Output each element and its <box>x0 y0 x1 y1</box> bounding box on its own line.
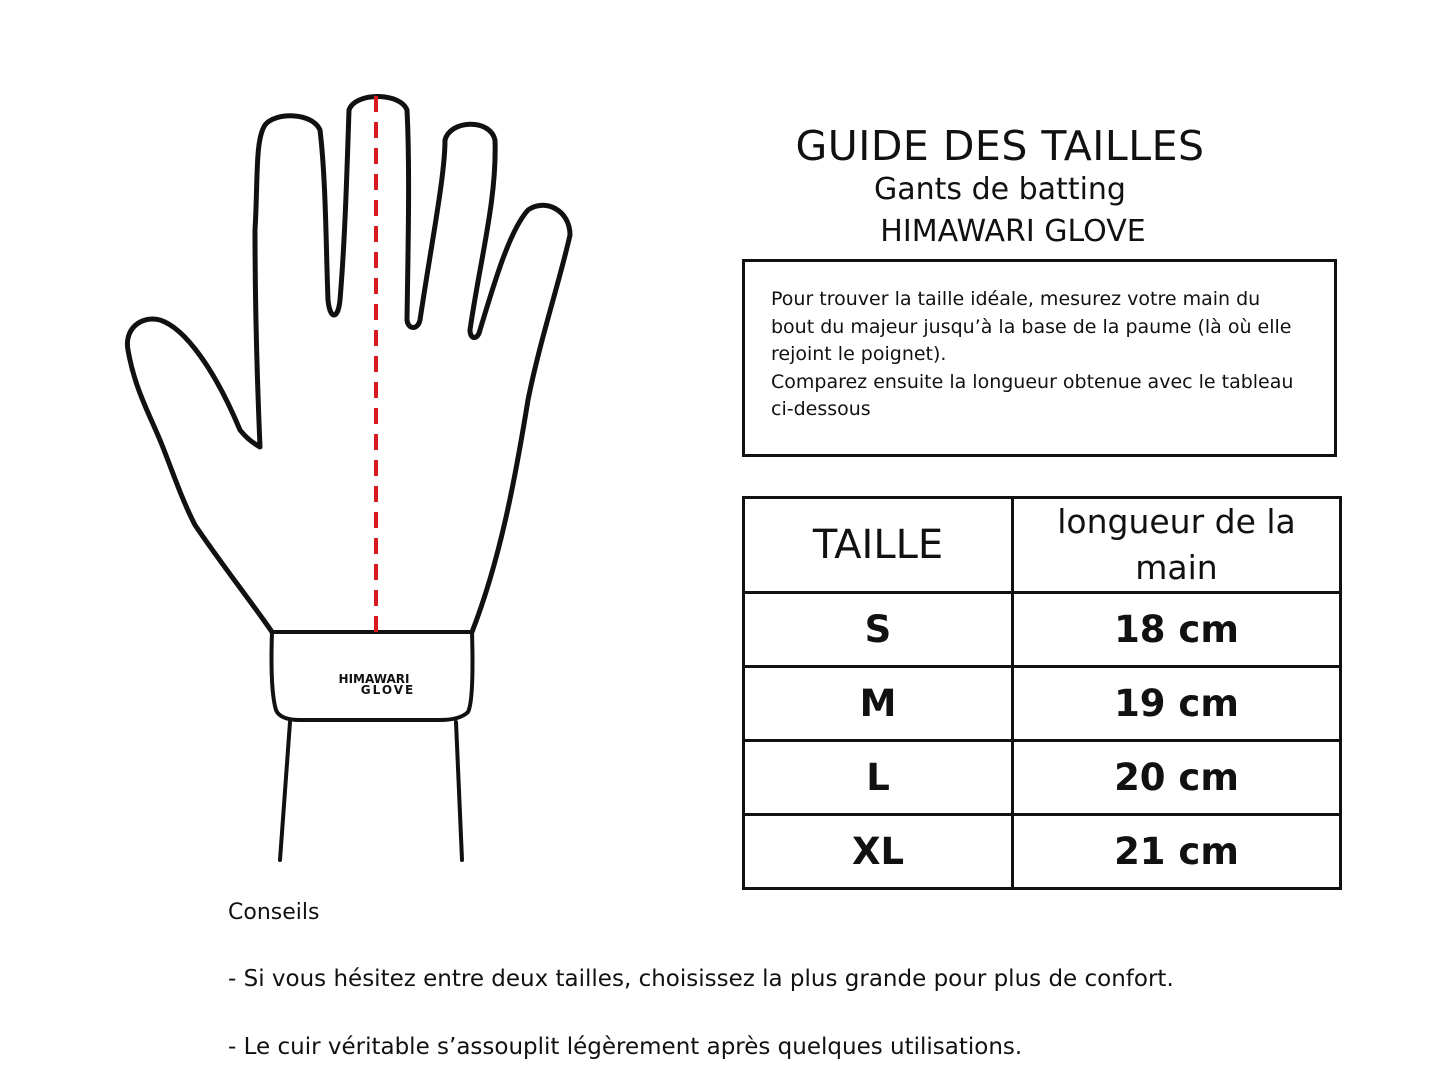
table-header-row <box>744 498 1341 593</box>
forearm-left-line <box>280 722 290 860</box>
forearm-right-line <box>456 722 462 860</box>
page-title: GUIDE DES TAILLES <box>795 122 1205 170</box>
table-row <box>744 593 1341 667</box>
tip-item: - Si vous hésitez entre deux tailles, choisissez la plus grande pour plus de confort. <box>228 966 1174 992</box>
instructions-box <box>742 259 1337 457</box>
length-cell: 18 cm <box>1013 593 1341 667</box>
hand-illustration <box>0 0 700 880</box>
table-row <box>744 741 1341 815</box>
table-row <box>744 667 1341 741</box>
brand-name: HIMAWARI GLOVE <box>880 214 1146 249</box>
tips-title: Conseils <box>228 900 320 925</box>
length-cell: 20 cm <box>1013 741 1341 815</box>
logo-line-glove: GLOVE <box>360 683 416 697</box>
size-cell: S <box>744 593 1013 667</box>
table-row <box>744 815 1341 889</box>
page-subtitle: Gants de batting <box>874 172 1126 207</box>
instructions-paragraph-2: Comparez ensuite la longueur obtenue avec le tableau ci-dessous <box>771 370 1294 420</box>
size-cell: XL <box>744 815 1013 889</box>
header-size: TAILLE <box>744 498 1013 593</box>
length-cell: 19 cm <box>1013 667 1341 741</box>
instructions-paragraph-1: Pour trouver la taille idéale, mesurez votre main du bout du majeur jusqu’à la base de la paume (là où elle rejoint le poignet). <box>771 288 1292 365</box>
size-cell: M <box>744 667 1013 741</box>
tip-item: - Le cuir véritable s’assouplit légèrement après quelques utilisations. <box>228 1034 1023 1060</box>
hand-outline <box>127 97 570 633</box>
header-length: longueur de la main <box>1013 498 1341 593</box>
length-cell: 21 cm <box>1013 815 1341 889</box>
logo-line-himawari: HIMAWARI <box>338 672 410 686</box>
size-cell: L <box>744 741 1013 815</box>
size-table <box>742 496 1342 890</box>
